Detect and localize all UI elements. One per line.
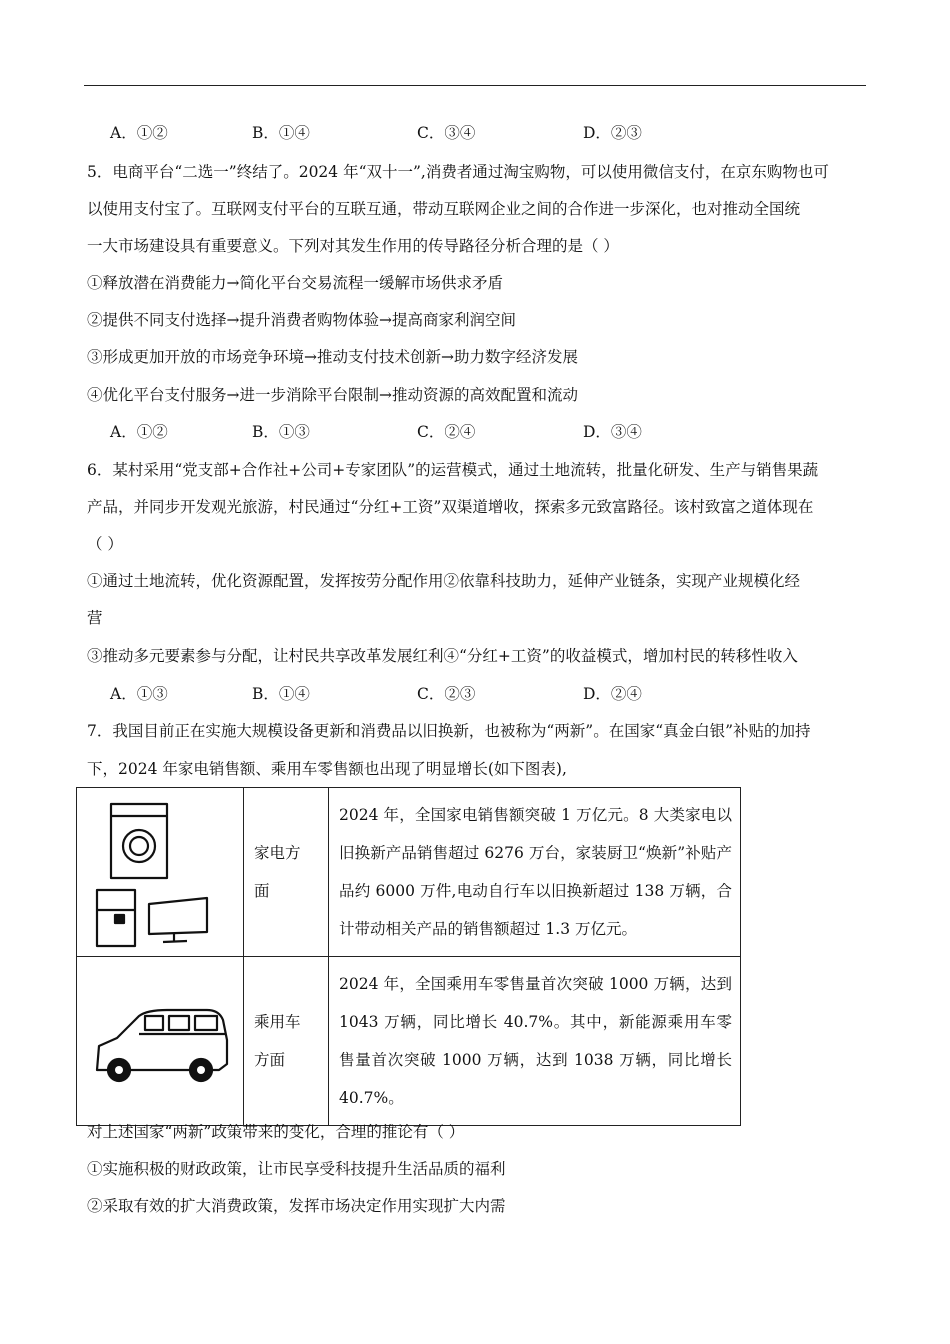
table-row-vehicles	[77, 957, 741, 1126]
q6-option-a[interactable]: A．①③	[110, 685, 168, 703]
q6-option-d[interactable]: D．②④	[583, 685, 642, 703]
q5-option-c[interactable]: C．②④	[417, 423, 476, 441]
q4-options	[110, 123, 710, 143]
q6-item-line-2: 营	[87, 609, 103, 627]
table-row-appliances	[77, 788, 741, 957]
q7-data-table	[76, 787, 741, 1126]
q5-option-a[interactable]: A．①②	[110, 423, 168, 441]
description-text-vehicles: 2024 年，全国乘用车零售量首次突破 1000 万辆，达到 1043 万辆，同比增长 40.7%。其中，新能源乘用车零售量首次突破 1000 万辆，达到 1038 万辆，同比增长 40.7%。	[339, 975, 732, 1107]
tv-icon	[149, 898, 207, 934]
q6-stem-line-2: 产品，并同步开发观光旅游，村民通过“分红+工资”双渠道增收，探索多元致富路径。该村致富之道体现在	[87, 498, 814, 516]
q7-question: 对上述国家“两新”政策带来的变化，合理的推论有（ ）	[87, 1123, 465, 1141]
category-cell-vehicles	[244, 957, 329, 1126]
q4-option-a[interactable]: A．①②	[110, 124, 168, 142]
q5-item-2: ②提供不同支付选择→提升消费者购物体验→提高商家利润空间	[87, 311, 516, 329]
q5-item-1: ①释放潜在消费能力→简化平台交易流程一缓解市场供求矛盾	[87, 274, 503, 292]
q4-option-c[interactable]: C．③④	[417, 124, 476, 142]
q7-stem-line-1: 7．我国目前正在实施大规模设备更新和消费品以旧换新，也被称为“两新”。在国家“真金白银”补贴的加持	[87, 722, 811, 740]
category-label-appliances: 家电方 面	[254, 844, 301, 900]
q4-option-d[interactable]: D．②③	[583, 124, 642, 142]
q5-option-d[interactable]: D．③④	[583, 423, 642, 441]
q4-option-b[interactable]: B．①④	[252, 124, 310, 142]
q5-stem-line-2: 以使用支付宝了。互联网支付平台的互联互通，带动互联网企业之间的合作进一步深化，也对推动全国统	[87, 200, 801, 218]
description-text-appliances: 2024 年，全国家电销售额突破 1 万亿元。8 大类家电以旧换新产品销售超过 6276 万台，家装厨卫“焕新”补贴产品约 6000 万件,电动自行车以旧换新超过 138 万辆，合计带动相关产品的销售额超过 1.3 万亿元。	[339, 806, 732, 938]
q5-option-b[interactable]: B．①③	[252, 423, 310, 441]
header-rule	[84, 85, 866, 86]
appliances-illustration-cell	[77, 788, 244, 957]
description-cell-vehicles	[329, 957, 741, 1126]
q6-stem-line-1: 6．某村采用“党支部+合作社+公司+专家团队”的运营模式，通过土地流转，批量化研发、生产与销售果蔬	[87, 461, 819, 479]
q7-stem-line-2: 下，2024 年家电销售额、乘用车零售额也出现了明显增长(如下图表),	[87, 760, 567, 778]
q6-item-line-3: ③推动多元要素参与分配，让村民共享改革发展红利④“分红+工资”的收益模式，增加村民的转移性收入	[87, 647, 798, 665]
description-cell-appliances	[329, 788, 741, 957]
q6-item-line-1: ①通过土地流转，优化资源配置，发挥按劳分配作用②依靠科技助力，延伸产业链条，实现产业规模化经	[87, 572, 801, 590]
q6-options	[110, 684, 710, 704]
q6-stem-line-3: （ ）	[87, 535, 123, 553]
car-icon	[97, 1010, 227, 1081]
q6-option-b[interactable]: B．①④	[252, 685, 310, 703]
appliances-illustration	[77, 792, 243, 952]
q7-item-2: ②采取有效的扩大消费政策，发挥市场决定作用实现扩大内需	[87, 1197, 506, 1215]
q5-item-4: ④优化平台支付服务→进一步消除平台限制→推动资源的高效配置和流动	[87, 386, 578, 404]
category-label-vehicles: 乘用车 方面	[254, 1013, 301, 1069]
car-illustration-cell	[77, 957, 244, 1126]
car-illustration	[77, 960, 243, 1122]
category-cell-appliances	[244, 788, 329, 957]
q6-option-c[interactable]: C．②③	[417, 685, 476, 703]
q5-item-3: ③形成更加开放的市场竞争环境→推动支付技术创新→助力数字经济发展	[87, 348, 578, 366]
q5-options	[110, 422, 710, 442]
q7-item-1: ①实施积极的财政政策，让市民享受科技提升生活品质的福利	[87, 1160, 506, 1178]
q5-stem-line-1: 5．电商平台“二选一”终结了。2024 年“双十一”,消费者通过淘宝购物，可以使用微信支付，在京东购物也可	[87, 163, 829, 181]
q5-stem-line-3: 一大市场建设具有重要意义。下列对其发生作用的传导路径分析合理的是（ ）	[87, 237, 619, 255]
